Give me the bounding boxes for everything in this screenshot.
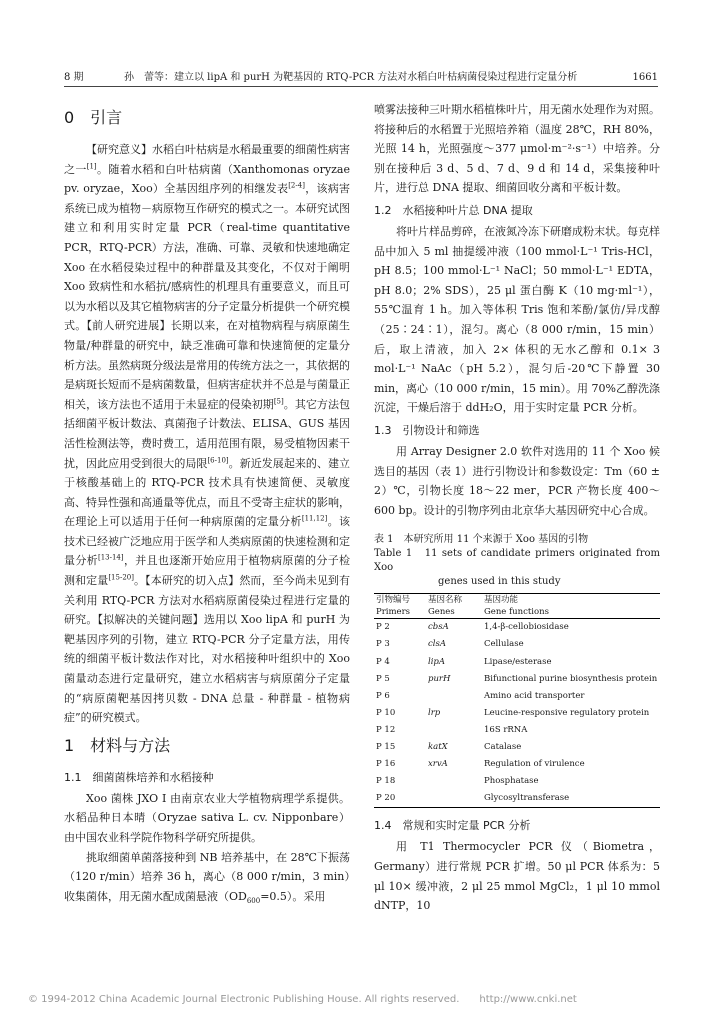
function-cell: Leucine-responsive regulatory protein <box>484 707 650 718</box>
col-header-function-en: Gene functions <box>482 606 660 619</box>
table-row <box>374 756 660 773</box>
section-1-4-paragraph: 用 T1 Thermocycler PCR 仪（Biometra，Germany）进行常规 PCR 扩增。50 μl PCR 体系为：5 μl 10× 缓冲液，2 μl 25 mmol MgCl₂，1 μl 10 mmol dNTP，10 <box>374 840 660 913</box>
function-cell: Catalase <box>484 741 522 752</box>
continued-paragraph: 喷雾法接种三叶期水稻植株叶片，用无菌水处理作为对照。将接种后的水稻置于光照培养箱（温度 28℃，RH 80%，光照 14 h，光照强度～377 μmol·m⁻²·s⁻¹）中培养。分别在接种后 3 d、5 d、7 d、9 d 和 14 d，采集接种叶片，进行总 DNA 提取、细菌回收分离和平板计数。 <box>374 103 660 195</box>
function-cell: Bifunctional purine biosynthesis protein <box>484 673 658 684</box>
section-1-title: 1 材料与方法 <box>64 735 171 755</box>
section-1-4-title: 1.4 常规和实时定量 PCR 分析 <box>374 819 531 833</box>
function-cell: 16S rRNA <box>484 724 528 735</box>
section-1-1-title: 1.1 细菌菌株培养和水稻接种 <box>64 770 214 784</box>
table-row <box>374 671 660 688</box>
col-header-primer-en: Primers <box>374 606 426 619</box>
primer-cell: P 20 <box>374 790 426 808</box>
function-cell: Lipase/esterase <box>484 656 552 667</box>
table-row <box>374 722 660 739</box>
gene-cell: lipA <box>428 656 446 667</box>
section-1-2-paragraph: 将叶片样品剪碎，在液氮冷冻下研磨成粉末状。每克样品中加入 5 ml 抽提缓冲液（100 mmol·L⁻¹ Tris-HCl，pH 8.5；100 mmol·L⁻¹ NaCl；50 mmol·L⁻¹ EDTA，pH 8.0；2% SDS），25 μl 蛋白酶 K（10 mg·ml⁻¹），55℃温育 1 h。加入等体积 Tris 饱和苯酚/氯仿/异戊醇（25∶24∶1），混匀。离心（8 000 r/min，15 min）后，取上清液，加入 2× 体积的无水乙醇和 0.1× 3 mol·L⁻¹ NaAc（pH 5.2），混匀后-20℃下静置 30 min，离心（10 000 r/min，15 min）。用 70%乙醇洗涤沉淀，干燥后溶于 ddH₂O，用于实时定量 PCR 分析。 <box>374 224 660 415</box>
gene-cell: xrvA <box>428 759 448 770</box>
gene-cell <box>426 722 482 739</box>
gene-cell: katX <box>428 741 448 752</box>
table-row <box>374 619 660 637</box>
gene-cell: clsA <box>428 639 446 650</box>
section-1-3-title: 1.3 引物设计和筛选 <box>374 423 480 437</box>
section-1-1-paragraph-1: Xoo 菌株 JXO I 由南京农业大学植物病理学系提供。水稻品种日本晴（Oryzae sativa L. cv. Nipponbare）由中国农业科学院作物科学研究所提供。 <box>64 791 350 844</box>
primer-cell: P 12 <box>376 724 396 735</box>
col-header-function-cn: 基因功能 <box>482 594 660 607</box>
gene-cell: purH <box>428 673 451 684</box>
function-cell: Regulation of virulence <box>484 759 585 770</box>
function-cell: Cellulase <box>484 639 524 650</box>
running-header <box>64 70 658 87</box>
table-row <box>374 688 660 705</box>
section-1-2-title: 1.2 水稻接种叶片总 DNA 提取 <box>374 203 533 217</box>
primer-cell: P 18 <box>376 776 396 787</box>
table-row <box>374 705 660 722</box>
gene-cell <box>426 773 482 790</box>
page-number: 1661 <box>632 72 658 83</box>
table-1-caption <box>374 532 660 589</box>
table-row <box>374 773 660 790</box>
primer-cell: P 4 <box>376 656 390 667</box>
table-row <box>374 739 660 756</box>
table-caption-cn: 表 1 本研究所用 11 个来源于 Xoo 基因的引物 <box>374 534 589 546</box>
function-cell: Amino acid transporter <box>484 690 585 701</box>
primer-table <box>374 593 660 808</box>
section-0-title: 0 引言 <box>64 108 123 127</box>
col-header-gene-cn: 基因名称 <box>426 594 482 607</box>
table-caption-en-line-1: Table 1 11 sets of candidate primers originated from Xoo <box>374 548 660 574</box>
gene-cell <box>426 790 482 808</box>
function-cell: Glycosyltransferase <box>482 790 660 808</box>
primer-cell: P 16 <box>376 759 396 770</box>
copyright-footer: © 1994-2012 China Academic Journal Electronic Publishing House. All rights reserved. http://www.cnki.net <box>28 994 577 1005</box>
function-cell: 1,4-β-cellobiosidase <box>484 622 569 633</box>
primer-cell: P 15 <box>376 741 396 752</box>
section-1-3-paragraph: 用 Array Designer 2.0 软件对选用的 11 个 Xoo 候选目的基因（表 1）进行引物设计和参数设定：Tm（60 ± 2）℃，引物长度 18～22 mer，PCR 产物长度 400～600 bp。设计的引物序列由北京华大基因研究中心合成。 <box>374 444 660 517</box>
right-column <box>374 100 660 916</box>
gene-cell: cbsA <box>428 622 449 633</box>
primer-cell: P 2 <box>376 622 390 633</box>
primer-cell: P 6 <box>376 690 390 701</box>
primer-cell: P 10 <box>376 707 396 718</box>
section-1-1-paragraph-2: 挑取细菌单菌落接种到 NB 培养基中，在 28℃下振荡（120 r/min）培养 36 h，离心（8 000 r/min，3 min）收集菌体，用无菌水配成菌悬液$(OD_{600}=0.5)$。采用 <box>64 850 350 905</box>
primer-cell: P 5 <box>376 673 390 684</box>
left-column <box>64 100 350 906</box>
function-cell: Phosphatase <box>484 776 539 787</box>
table-row <box>374 790 660 808</box>
intro-paragraph: 【研究意义】水稻白叶枯病是水稻最重要的细菌性病害之一[1]。随着水稻和白叶枯病菌（Xanthomonas oryzae pv. oryzae，Xoo）全基因组序列的相继发表[2-4]，该病害系统已成为植物－病原物互作研究的模式之一。本研究试图建立和利用实时定量 PCR（real-time quantitative PCR，RTQ-PCR）方法，准确、可靠、灵敏和快速地确定 Xoo 在水稻侵染过程中的种群量及其变化，不仅对于阐明 Xoo 致病性和水稻抗/感病性的机理具有重要意义，而且可以为水稻以及其它植物病害的分子定量分析提供一个研究模式。【前人研究进展】长期以来，在对植物病程与病原菌生物量/种群量的研究中，缺乏准确可靠和快速简便的定量分析方法。虽然病斑分级法是常用的传统方法之一，其依据的是病斑长短而不是病菌数量，但病害症状并不总是与菌量正相关，该方法也不适用于未显症的侵染初期[5]。其它方法包括细菌平板计数法、真菌孢子计数法、ELISA、GUS 基因活性检测法等，费时费工，适用范围有限，易受植物因素干扰，因此应用受到很大的局限[6-10]。新近发展起来的、建立于核酸基础上的 RTQ-PCR 技术具有快速简便、灵敏度高、特异性强和高通量等优点，而且不受寄主症状的影响，在理论上可以适用于任何一种病原菌的定量分析[11,12]。该技术已经被广泛地应用于医学和人类病原菌的快速检测和定量分析[13-14]，并且也逐渐开始应用于植物病原菌的分子检测和定量[15-20]。【本研究的切入点】然而，至今尚未见到有关利用 RTQ-PCR 方法对水稻病原菌侵染过程进行定量的研究。【拟解决的关键问题】选用以 Xoo lipA 和 purH 为靶基因序列的引物，建立 RTQ-PCR 分子定量方法，用传统的细菌平板计数法作对比，对水稻接种叶组织中的 Xoo 菌量动态进行定量研究，建立水稻病害与病原菌分子定量的“病原菌靶基因拷贝数 - DNA 总量 - 种群量 - 植物病症”的研究模式。 <box>64 143 351 725</box>
primer-cell: P 3 <box>376 639 390 650</box>
col-header-gene-en: Genes <box>426 606 482 619</box>
col-header-primer-cn: 引物编号 <box>374 594 426 607</box>
gene-cell: lrp <box>428 707 441 718</box>
table-row <box>374 653 660 670</box>
running-title: 孙 蕾等：建立以 lipA 和 purH 为靶基因的 RTQ-PCR 方法对水稻白叶枯病菌侵染过程进行定量分析 <box>124 72 578 83</box>
table-row <box>374 636 660 653</box>
gene-cell <box>426 688 482 705</box>
table-caption-en-line-2: genes used in this study <box>438 576 561 588</box>
issue-number: 8 期 <box>64 72 84 83</box>
